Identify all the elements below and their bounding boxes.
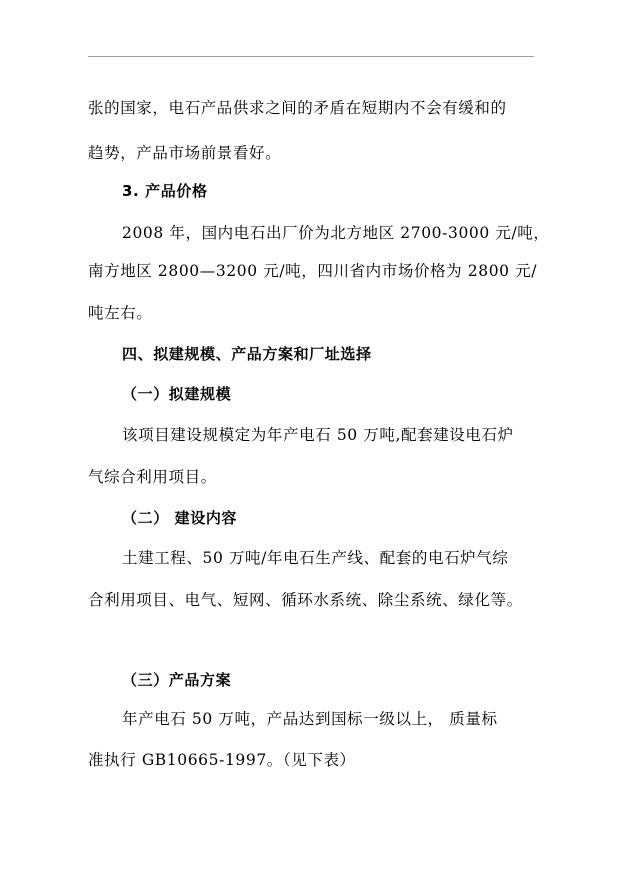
header-rule	[88, 56, 534, 57]
subheading-product-plan: （三）产品方案	[122, 671, 232, 689]
subheading-scale: （一）拟建规模	[122, 385, 232, 403]
paragraph-line: 2008 年，国内电石出厂价为北方地区 2700-3000 元/吨，	[122, 224, 550, 242]
paragraph-line: 土建工程、50 万吨/年电石生产线、配套的电石炉气综	[122, 549, 509, 567]
paragraph-line: 气综合利用项目。	[88, 468, 217, 486]
subheading-content: （二） 建设内容	[122, 509, 238, 527]
paragraph-line: 年产电石 50 万吨，产品达到国标一级以上， 质量标	[122, 710, 498, 728]
paragraph-line: 张的国家，电石产品供求之间的矛盾在短期内不会有缓和的	[88, 99, 507, 117]
paragraph-line: 南方地区 2800—3200 元/吨，四川省内市场价格为 2800 元/	[88, 262, 538, 280]
paragraph-line: 趋势，产品市场前景看好。	[88, 144, 282, 162]
paragraph-line: 该项目建设规模定为年产电石 50 万吨,配套建设电石炉	[122, 426, 514, 444]
chapter-heading: 四、拟建规模、产品方案和厂址选择	[122, 345, 372, 363]
paragraph-line: 合利用项目、电气、短网、循环水系统、除尘系统、绿化等。	[88, 591, 523, 609]
paragraph-line: 准执行 GB10665-1997。（见下表）	[88, 751, 356, 769]
section-heading-price: 3. 产品价格	[122, 182, 208, 200]
paragraph-line: 吨左右。	[88, 304, 153, 322]
